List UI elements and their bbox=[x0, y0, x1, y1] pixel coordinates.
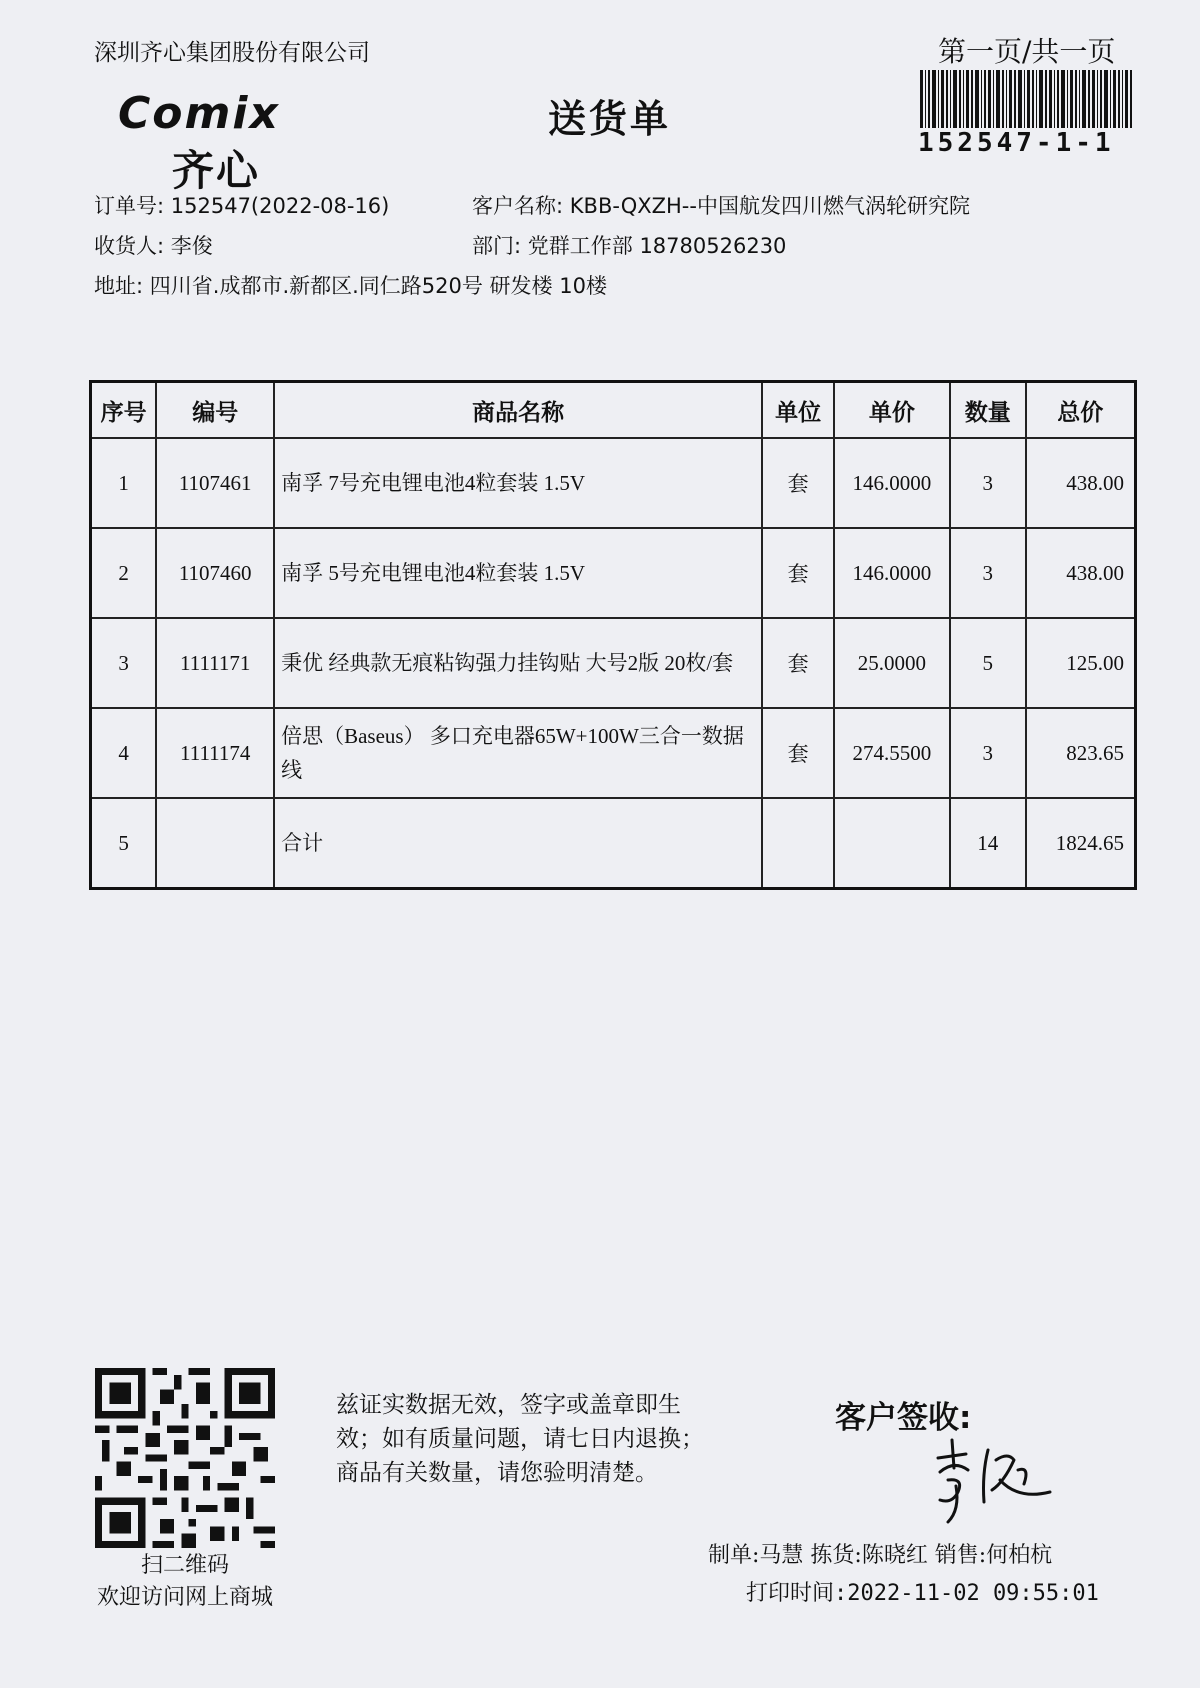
customer-label: 客户名称: bbox=[472, 194, 564, 218]
cell-unit: 套 bbox=[762, 618, 834, 708]
qixin-logo: 齐心 bbox=[172, 146, 261, 195]
notice-line-2: 效；如有质量问题，请七日内退换； bbox=[336, 1426, 704, 1452]
table-row bbox=[91, 708, 1136, 798]
address-label: 地址: bbox=[94, 274, 144, 298]
cell-unit-price: 274.5500 bbox=[834, 708, 950, 798]
cell-total: 1824.65 bbox=[1026, 798, 1136, 889]
cell-quantity: 14 bbox=[950, 798, 1026, 889]
qr-code[interactable] bbox=[95, 1368, 275, 1548]
receiver-value: 李俊 bbox=[170, 234, 213, 258]
print-time: 打印时间:2022-11-02 09:55:01 bbox=[746, 1581, 1099, 1606]
cell-seq: 4 bbox=[91, 708, 157, 798]
comix-logo: Comix bbox=[118, 88, 280, 139]
header-unit-price: 单价 bbox=[834, 382, 950, 439]
table-row bbox=[91, 528, 1136, 618]
cell-product-name: 秉优 经典款无痕粘钩强力挂钩贴 大号2版 20枚/套 bbox=[274, 618, 762, 708]
qr-caption-line-2: 欢迎访问网上商城 bbox=[96, 1585, 273, 1610]
qr-caption bbox=[80, 1550, 290, 1614]
header-quantity: 数量 bbox=[950, 382, 1026, 439]
barcode bbox=[920, 70, 1132, 128]
cell-total: 823.65 bbox=[1026, 708, 1136, 798]
customer-value: KBB-QXZH--中国航发四川燃气涡轮研究院 bbox=[569, 194, 970, 218]
cell-unit: 套 bbox=[762, 528, 834, 618]
table-row bbox=[91, 618, 1136, 708]
header-seq: 序号 bbox=[91, 382, 157, 439]
header-code: 编号 bbox=[156, 382, 274, 439]
cell-code: 1111171 bbox=[156, 618, 274, 708]
handwritten-signature bbox=[918, 1430, 1058, 1530]
cell-unit-price: 146.0000 bbox=[834, 528, 950, 618]
department-value: 党群工作部 18780526230 bbox=[527, 234, 787, 258]
cell-code: 1107460 bbox=[156, 528, 274, 618]
cell-seq: 1 bbox=[91, 438, 157, 528]
header-product-name: 商品名称 bbox=[274, 382, 762, 439]
receiver-label: 收货人: bbox=[94, 234, 165, 258]
header-unit: 单位 bbox=[762, 382, 834, 439]
table-row bbox=[91, 438, 1136, 528]
cell-product-name: 南孚 7号充电锂电池4粒套装 1.5V bbox=[274, 438, 762, 528]
cell-unit: 套 bbox=[762, 438, 834, 528]
goods-table bbox=[89, 380, 1137, 890]
table-row-total bbox=[91, 798, 1136, 889]
order-number bbox=[94, 190, 389, 220]
page-indicator: 第一页/共一页 bbox=[938, 35, 1116, 68]
cell-code: 1111174 bbox=[156, 708, 274, 798]
department bbox=[472, 230, 786, 260]
cell-total: 438.00 bbox=[1026, 438, 1136, 528]
cell-code bbox=[156, 798, 274, 889]
cell-product-name: 南孚 5号充电锂电池4粒套装 1.5V bbox=[274, 528, 762, 618]
cell-seq: 5 bbox=[91, 798, 157, 889]
barcode-number: 152547-1-1 bbox=[918, 128, 1115, 158]
cell-unit: 套 bbox=[762, 708, 834, 798]
cell-quantity: 3 bbox=[950, 438, 1026, 528]
cell-product-name: 倍思（Baseus） 多口充电器65W+100W三合一数据线 bbox=[274, 708, 762, 798]
cell-seq: 3 bbox=[91, 618, 157, 708]
cell-product-name: 合计 bbox=[274, 798, 762, 889]
qr-caption-line-1: 扫二维码 bbox=[140, 1553, 229, 1578]
document-title: 送货单 bbox=[548, 97, 672, 141]
order-number-label: 订单号: bbox=[94, 194, 165, 218]
cell-quantity: 3 bbox=[950, 528, 1026, 618]
staff-info: 制单:马慧 拣货:陈晓红 销售:何柏杭 bbox=[708, 1543, 1053, 1568]
notice-text bbox=[336, 1388, 740, 1490]
cell-code: 1107461 bbox=[156, 438, 274, 528]
header-total: 总价 bbox=[1026, 382, 1136, 439]
cell-unit-price: 146.0000 bbox=[834, 438, 950, 528]
cell-unit bbox=[762, 798, 834, 889]
address-value: 四川省.成都市.新都区.同仁路520号 研发楼 10楼 bbox=[149, 274, 607, 298]
cell-total: 125.00 bbox=[1026, 618, 1136, 708]
receiver bbox=[94, 230, 213, 260]
notice-line-3: 商品有关数量，请您验明清楚。 bbox=[336, 1460, 658, 1486]
department-label: 部门: bbox=[472, 234, 522, 258]
table-header-row bbox=[91, 382, 1136, 439]
cell-quantity: 3 bbox=[950, 708, 1026, 798]
company-name: 深圳齐心集团股份有限公司 bbox=[94, 40, 370, 66]
address bbox=[94, 270, 607, 300]
cell-total: 438.00 bbox=[1026, 528, 1136, 618]
customer-name bbox=[472, 190, 970, 220]
notice-line-1: 兹证实数据无效，签字或盖章即生 bbox=[336, 1392, 681, 1418]
cell-unit-price bbox=[834, 798, 950, 889]
order-number-value: 152547(2022-08-16) bbox=[170, 194, 390, 218]
cell-quantity: 5 bbox=[950, 618, 1026, 708]
cell-seq: 2 bbox=[91, 528, 157, 618]
cell-unit-price: 25.0000 bbox=[834, 618, 950, 708]
customer-signature-label: 客户签收: bbox=[835, 1400, 972, 1436]
